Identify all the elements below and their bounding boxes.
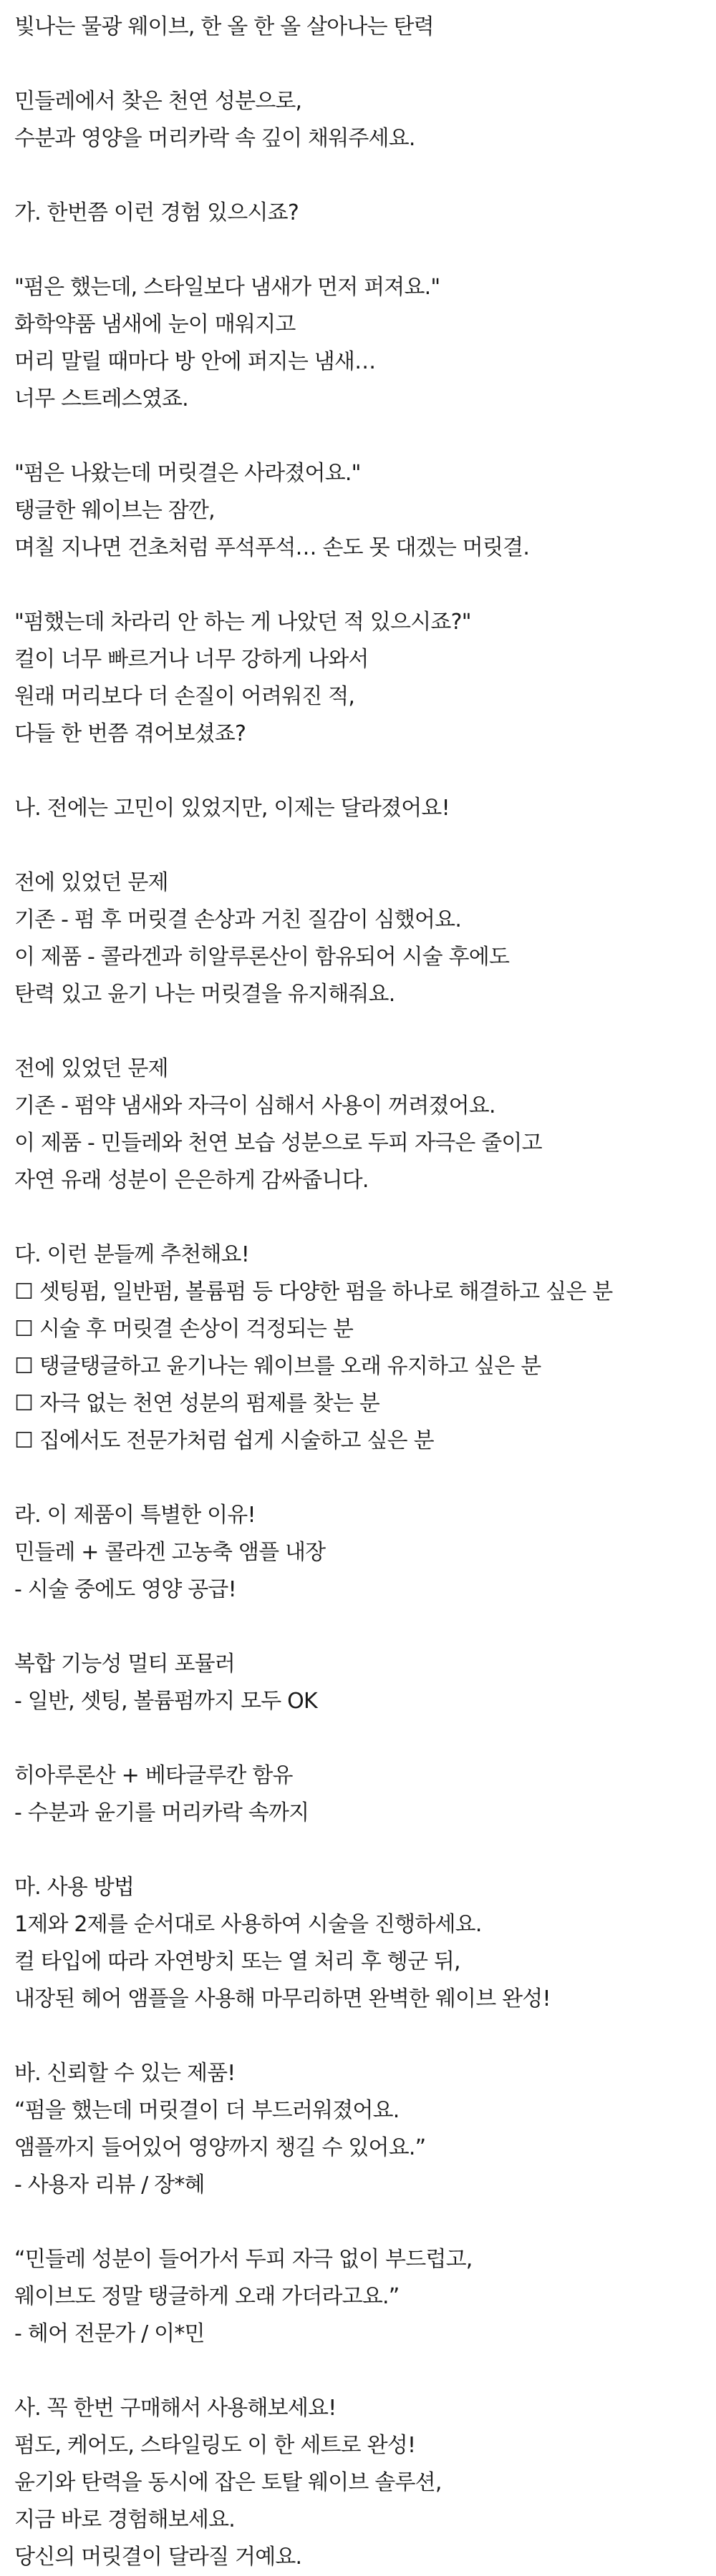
text-line: 가. 한번쯤 이런 경험 있으시죠? [14,200,299,225]
text-line: 며칠 지나면 건초처럼 푸석푸석… 손도 못 대겠는 머릿결. [14,535,530,560]
text-line: 마. 사용 방법 [14,1875,135,1900]
text-block [14,269,716,418]
text-block [14,1869,716,2018]
text-block [14,1646,716,1720]
text-line: 앰플까지 들어있어 영양까지 챙길 수 있어요.” [14,2135,426,2160]
description-text-body [14,9,716,2576]
text-line: "펌했는데 차라리 안 하는 게 나았던 적 있으시죠?" [14,610,471,635]
text-line: 컬 타입에 따라 자연방치 또는 열 처리 후 헹군 뒤, [14,1949,460,1974]
text-line: 너무 스트레스였죠. [14,386,188,411]
text-block [14,790,716,827]
text-block [14,1497,716,1609]
text-line: 바. 신뢰할 수 있는 제품! [14,2061,236,2086]
text-line: 수분과 영양을 머리카락 속 깊이 채워주세요. [14,126,415,151]
text-line: ☐ 자극 없는 천연 성분의 펌제를 찾는 분 [14,1391,379,1416]
text-line: 내장된 헤어 앰플을 사용해 마무리하면 완벽한 웨이브 완성! [14,1986,551,2011]
text-line: - 일반, 셋팅, 볼륨펌까지 모두 OK [14,1689,317,1714]
text-line: - 사용자 리뷰 / 장*혜 [14,2172,205,2197]
text-line: 머리 말릴 때마다 방 안에 퍼지는 냄새… [14,349,376,374]
text-line: 탄력 있고 윤기 나는 머릿결을 유지해줘요. [14,982,395,1007]
text-line: 민들레 + 콜라겐 고농축 앰플 내장 [14,1540,326,1565]
text-line: - 수분과 윤기를 머리카락 속까지 [14,1800,309,1825]
text-block [14,455,716,567]
text-line: 웨이브도 정말 탱글하게 오래 가더라고요.” [14,2284,400,2309]
text-block [14,2055,716,2204]
text-line: 사. 꼭 한번 구매해서 사용해보세요! [14,2396,337,2421]
text-block [14,83,716,157]
text-line: 기존 - 펌 후 머릿결 손상과 거친 질감이 심했어요. [14,907,462,932]
text-block [14,195,716,232]
text-line: ☐ 탱글탱글하고 윤기나는 웨이브를 오래 유지하고 싶은 분 [14,1354,541,1379]
text-line: “펌을 했는데 머릿결이 더 부드러워졌어요. [14,2098,400,2123]
text-line: 히아루론산 + 베타글루칸 함유 [14,1763,293,1788]
text-line: ☐ 셋팅펌, 일반펌, 볼륨펌 등 다양한 펌을 하나로 해결하고 싶은 분 [14,1279,613,1304]
text-line: ☐ 집에서도 전문가처럼 쉽게 시술하고 싶은 분 [14,1428,434,1453]
text-line: 이 제품 - 콜라겐과 히알루론산이 함유되어 시술 후에도 [14,945,510,970]
text-line: 나. 전에는 고민이 있었지만, 이제는 달라졌어요! [14,796,450,821]
text-line: 민들레에서 찾은 천연 성분으로, [14,89,302,114]
text-block [14,1050,716,1199]
text-line: 기존 - 펌약 냄새와 자극이 심해서 사용이 꺼려졌어요. [14,1093,495,1118]
text-block [14,1236,716,1460]
text-block [14,2241,716,2353]
text-block [14,2390,716,2576]
text-line: 이 제품 - 민들레와 천연 보습 성분으로 두피 자극은 줄이고 [14,1131,542,1156]
text-block [14,604,716,753]
text-line: 다. 이런 분들께 추천해요! [14,1242,249,1267]
text-line: 복합 기능성 멀티 포뮬러 [14,1652,236,1677]
text-block [14,9,716,46]
text-line: ☐ 시술 후 머릿결 손상이 걱정되는 분 [14,1317,354,1342]
text-line: 펌도, 케어도, 스타일링도 이 한 세트로 완성! [14,2433,416,2458]
text-line: 1제와 2제를 순서대로 사용하여 시술을 진행하세요. [14,1912,482,1937]
text-line: 자연 유래 성분이 은은하게 감싸줍니다. [14,1168,369,1193]
text-line: 탱글한 웨이브는 잠깐, [14,498,215,523]
text-line: 다들 한 번쯤 겪어보셨죠? [14,721,246,746]
text-line: "펌은 나왔는데 머릿결은 사라졌어요." [14,461,361,486]
text-block [14,1757,716,1832]
text-line: 전에 있었던 문제 [14,1056,168,1081]
text-line: 지금 바로 경험해보세요. [14,2507,236,2532]
text-line: 전에 있었던 문제 [14,870,168,895]
text-line: 윤기와 탄력을 동시에 잡은 토탈 웨이브 솔루션, [14,2470,442,2495]
text-line: - 헤어 전문가 / 이*민 [14,2321,205,2346]
text-line: 빛나는 물광 웨이브, 한 올 한 올 살아나는 탄력 [14,14,434,39]
text-line: 화학약품 냄새에 눈이 매워지고 [14,312,296,337]
text-line: “민들레 성분이 들어가서 두피 자극 없이 부드럽고, [14,2247,473,2272]
text-line: - 시술 중에도 영양 공급! [14,1577,236,1602]
text-line: 원래 머리보다 더 손질이 어려워진 적, [14,684,355,709]
text-line: "펌은 했는데, 스타일보다 냄새가 먼저 퍼져요." [14,275,440,300]
text-line: 라. 이 제품이 특별한 이유! [14,1503,256,1528]
text-block [14,864,716,1013]
text-line: 당신의 머릿결이 달라질 거예요. [14,2545,302,2570]
text-line: 컬이 너무 빠르거나 너무 강하게 나와서 [14,647,369,672]
